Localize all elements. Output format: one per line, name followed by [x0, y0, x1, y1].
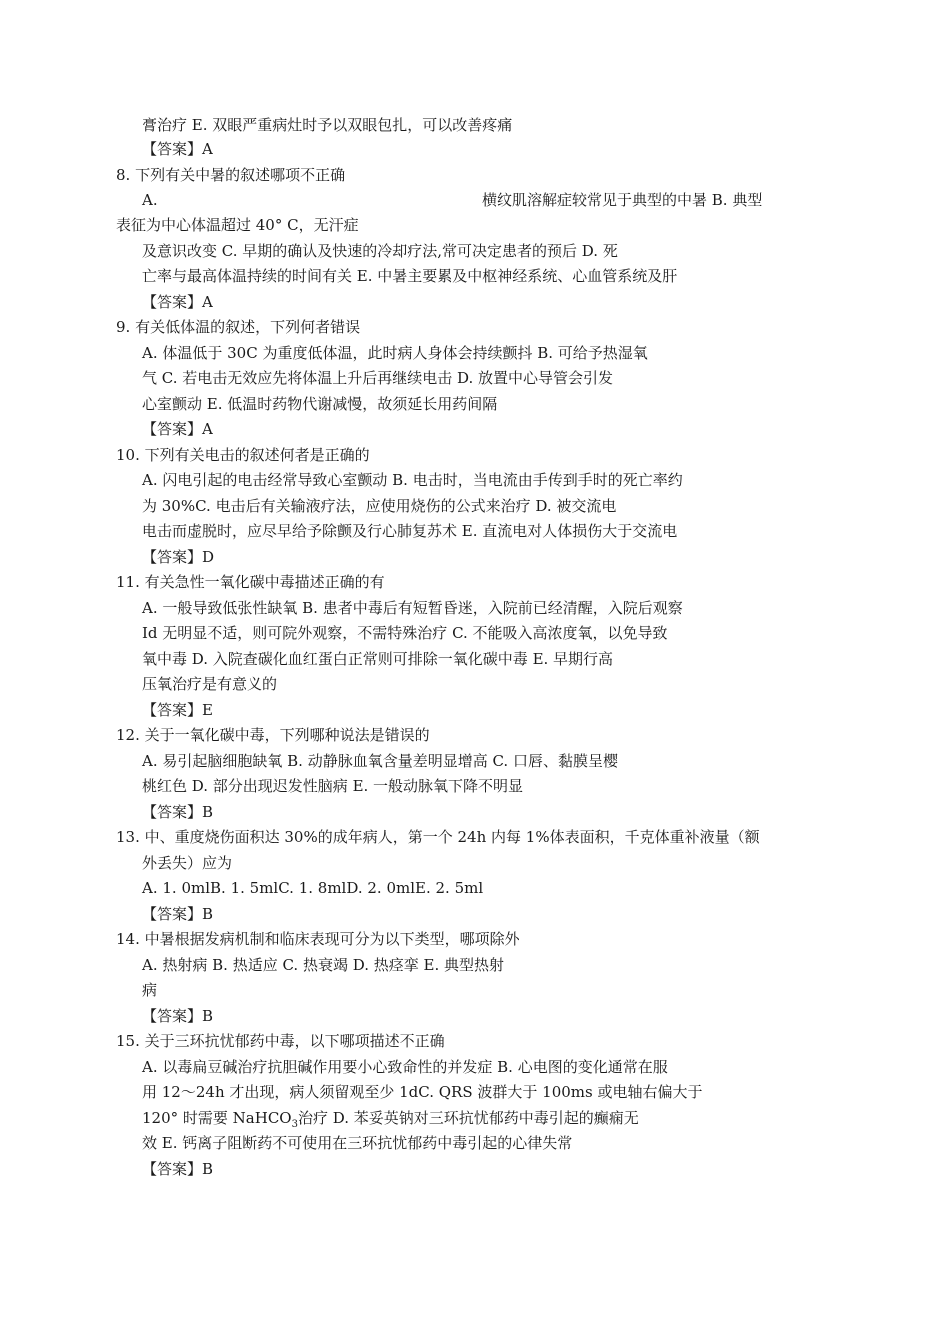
answer-q12: 【答案】B	[142, 803, 214, 821]
question-10: 10. 下列有关电击的叙述何者是正确的	[116, 446, 370, 464]
option-text: 压氧治疗是有意义的	[142, 675, 278, 693]
subscript: 3	[291, 1119, 298, 1130]
option-text: 效 E. 钙离子阻断药不可使用在三环抗忧郁药中毒引起的心律失常	[142, 1134, 573, 1152]
option-text: 病	[142, 981, 158, 999]
option-text: 桃红色 D. 部分出现迟发性脑病 E. 一般动脉氧下降不明显	[142, 777, 524, 795]
question-8: 8. 下列有关中暑的叙述哪项不正确	[116, 166, 346, 184]
option-text: 气 C. 若电击无效应先将体温上升后再继续电击 D. 放置中心导管会引发	[142, 369, 614, 387]
question-text: 外丢失）应为	[142, 854, 233, 872]
answer-q8: 【答案】A	[142, 293, 213, 311]
option-text: A. 体温低于 30C 为重度低体温，此时病人身体会持续颤抖 B. 可给予热湿氧	[142, 344, 648, 362]
option-text: A. 热射病 B. 热适应 C. 热衰竭 D. 热痉挛 E. 典型热射	[142, 956, 504, 974]
question-13: 13. 中、重度烧伤面积达 30%的成年病人，第一个 24h 内每 1%体表面积，千克体重补液量（额	[116, 828, 760, 846]
option-text: A.	[142, 191, 158, 209]
option-text: A. 以毒扁豆碱治疗抗胆碱作用要小心致命性的并发症 B. 心电图的变化通常在服	[142, 1058, 668, 1076]
option-text: 表征为中心体温超过 40° C，无汗症	[116, 216, 359, 234]
option-text: 氧中毒 D. 入院查碳化血红蛋白正常则可排除一氧化碳中毒 E. 早期行高	[142, 650, 614, 668]
option-text-part: 120° 时需要 NaHCO	[142, 1109, 292, 1127]
answer-q11: 【答案】E	[142, 701, 213, 719]
answer-q15: 【答案】B	[142, 1160, 214, 1178]
answer-q14: 【答案】B	[142, 1007, 214, 1025]
option-text: 用 12～24h 才出现，病人须留观至少 1dC. QRS 波群大于 100ms 或电轴右偏大于	[142, 1083, 703, 1101]
answer-q13: 【答案】B	[142, 905, 214, 923]
option-text: A. 易引起脑细胞缺氧 B. 动静脉血氧含量差明显增高 C. 口唇、黏膜呈樱	[142, 752, 618, 770]
question-14: 14. 中暑根据发病机制和临床表现可分为以下类型，哪项除外	[116, 930, 520, 948]
answer-q9: 【答案】A	[142, 420, 213, 438]
option-text: 膏治疗 E. 双眼严重病灶时予以双眼包扎，可以改善疼痛	[142, 116, 513, 134]
answer-q7: 【答案】A	[142, 140, 213, 158]
option-text: 电击而虚脱时，应尽早给予除颤及行心肺复苏术 E. 直流电对人体损伤大于交流电	[142, 522, 678, 540]
option-text: 亡率与最高体温持续的时间有关 E. 中暑主要累及中枢神经系统、心血管系统及肝	[142, 267, 678, 285]
option-text: 及意识改变 C. 早期的确认及快速的冷却疗法,常可决定患者的预后 D. 死	[142, 242, 618, 260]
option-text: Id 无明显不适，则可院外观察，不需特殊治疗 C. 不能吸入高浓度氧，以免导致	[142, 624, 668, 642]
question-12: 12. 关于一氧化碳中毒，下列哪种说法是错误的	[116, 726, 430, 744]
option-text-part: 治疗 D. 苯妥英钠对三环抗忧郁药中毒引起的癫痫无	[297, 1109, 639, 1127]
option-text: A. 闪电引起的电击经常导致心室颤动 B. 电击时，当电流由手传到手时的死亡率约	[142, 471, 683, 489]
option-text: 心室颤动 E. 低温时药物代谢减慢，故须延长用药间隔	[142, 395, 498, 413]
option-text	[142, 1109, 639, 1130]
question-15: 15. 关于三环抗忧郁药中毒，以下哪项描述不正确	[116, 1032, 445, 1050]
option-text: 为 30%C. 电击后有关输液疗法，应使用烧伤的公式来治疗 D. 被交流电	[142, 497, 617, 515]
option-text: 横纹肌溶解症较常见于典型的中暑 B. 典型	[482, 191, 763, 209]
question-9: 9. 有关低体温的叙述，下列何者错误	[116, 318, 361, 336]
question-11: 11. 有关急性一氧化碳中毒描述正确的有	[116, 573, 385, 591]
answer-q10: 【答案】D	[142, 548, 215, 566]
option-text: A. 一般导致低张性缺氧 B. 患者中毒后有短暂昏迷，入院前已经清醒，入院后观察	[142, 599, 683, 617]
option-text: A. 1. 0mlB. 1. 5mlC. 1. 8mlD. 2. 0mlE. 2. 5ml	[142, 879, 484, 897]
